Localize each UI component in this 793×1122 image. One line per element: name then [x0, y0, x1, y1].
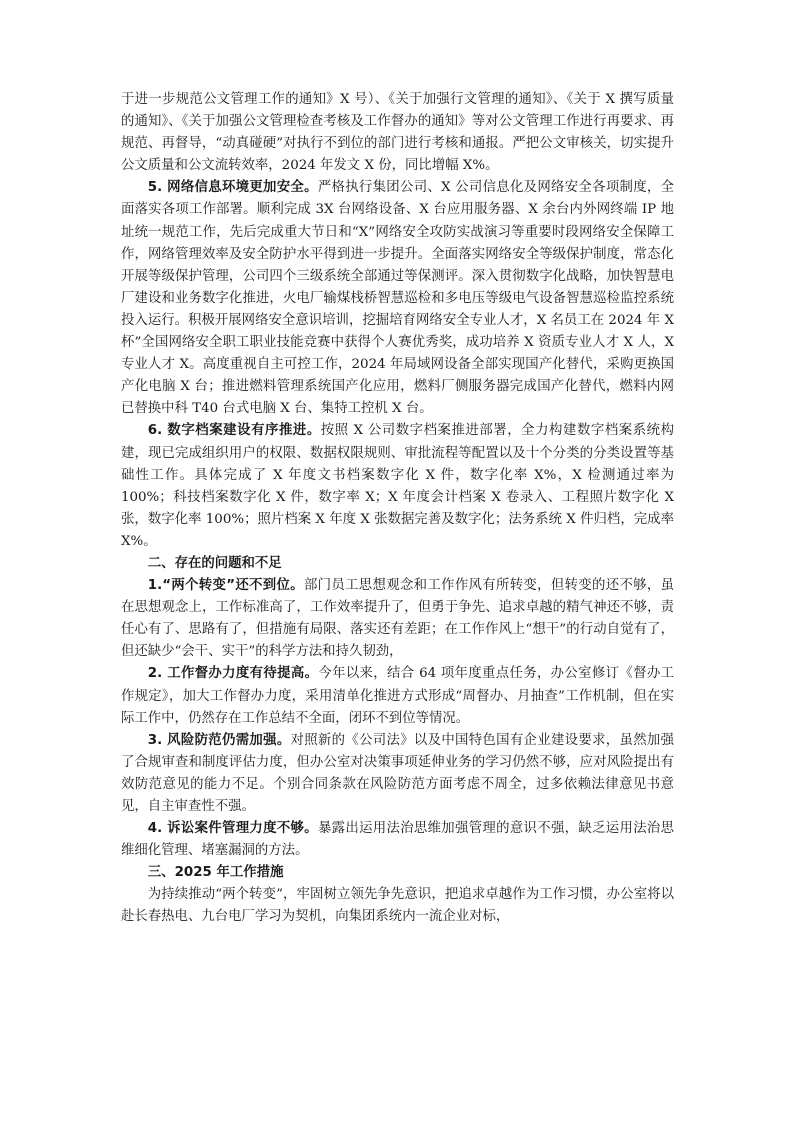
paragraph-two-changes [121, 575, 674, 663]
paragraph-heading: 6. 数字档案建设有序推进。 [147, 423, 321, 439]
paragraph-heading: 1.“两个转变”还不到位。 [147, 578, 304, 594]
paragraph-text: 为持续推动“两个转变”，牢固树立领先争先意识，把追求卓越作为工作习惯，办公室将以赴长春热电、九台电厂学习为契机，向集团系统内一流企业对标， [121, 887, 674, 925]
paragraph-heading: 3. 风险防范仍需加强。 [147, 732, 291, 748]
paragraph-text: 于进一步规范公文管理工作的通知》X 号）、《关于加强行文管理的通知》、《关于 X 撰写质量的通知》、《关于加强公文管理检查考核及工作督办的通知》等对公文管理工作进行再要求、再规范、再督导，“动真碰硬”对执行不到位的部门进行考核和通报。严把公文审核关，切实提升公文质量和公文流转效率，2024 年发文 X 份，同比增幅 X%。 [121, 92, 674, 174]
section-heading-problems: 二、存在的问题和不足 [147, 555, 282, 571]
paragraph-network-security [121, 177, 674, 420]
paragraph-continuation [121, 89, 674, 177]
paragraph-text: 严格执行集团公司、X 公司信息化及网络安全各项制度，全面落实各项工作部署。顺利完成 3X 台网络设备、X 台应用服务器、X 余台内外网终端 IP 地址统一规范工作，先后完成重大节日和“X”网络安全攻防实战演习等重要时段网络安全保障工作，网络管理效率及安全防护水平得到进一步提升。全面落实网络安全等级保护制度，常态化开展等级保护管理，公司四个三级系统全部通过等保测评。深入贯彻数字化战略，加快智慧电厂建设和业务数字化推进，火电厂输煤栈桥智慧巡检和多电压等级电气设备智慧巡检监控系统投入运行。积极开展网络安全意识培训，挖掘培育网络安全专业人才，X 名员工在 2024 年 X 杯”全国网络安全职工职业技能竞赛中获得个人赛优秀奖，成功培养 X 资质专业人才 X 人，X 专业人才 X。高度重视自主可控工作，2024 年局域网设备全部实现国产化替代，采购更换国产化电脑 X 台；推进燃料管理系统国产化应用，燃料厂侧服务器完成国产化替代，燃料内网已替换中科 T40 台式电脑 X 台、集特工控机 X 台。 [121, 180, 674, 417]
paragraph-digital-archive [121, 420, 674, 553]
paragraph-litigation [121, 818, 674, 862]
paragraph-heading: 5. 网络信息环境更加安全。 [147, 180, 318, 196]
paragraph-supervision [121, 663, 674, 729]
paragraph-text: 对照新的《公司法》以及中国特色国有企业建设要求，虽然加强了合规审查和制度评估力度，但办公室对决策事项延伸业务的学习仍然不够，应对风险提出有效防范意见的能力不足。个别合同条款在风险防范方面考虑不周全，过多依赖法律意见书意见，自主审查性不强。 [121, 732, 674, 814]
paragraph-text: 暴露出运用法治思维加强管理的意识不强，缺乏运用法治思维细化管理、堵塞漏洞的方法。 [121, 821, 674, 859]
paragraph-text: 按照 X 公司数字档案推进部署，全力构建数字档案系统构建，现已完成组织用户的权限、数据权限规则、审批流程等配置以及十个分类的分类设置等基础性工作。具体完成了 X 年度文书档案数字化 X 件，数字化率 X%，X 检测通过率为 100%；科技档案数字化 X 件，数字率 X；X 年度会计档案 X 卷录入、工程照片数字化 X 张，数字化率 100%；照片档案 X 年度 X 张数据完善及数字化；法务系统 X 件归档，完成率 X%。 [121, 423, 674, 549]
paragraph-measures-intro [121, 884, 674, 928]
paragraph-text: 今年以来，结合 64 项年度重点任务，办公室修订《督办工作规定》，加大工作督办力度，采用清单化推进方式形成“周督办、月抽查”工作机制，但在实际工作中，仍然存在工作总结不全面，闭环不到位等情况。 [121, 666, 674, 726]
paragraph-heading: 4. 诉讼案件管理力度不够。 [147, 821, 318, 837]
section-heading-measures: 三、2025 年工作措施 [147, 865, 284, 881]
paragraph-risk [121, 730, 674, 818]
document-body [121, 89, 674, 929]
paragraph-text: 部门员工思想观念和工作作风有所转变，但转变的还不够，虽在思想观念上，工作标准高了，工作效率提升了，但勇于争先、追求卓越的精气神还不够，责任心有了、思路有了，但措施有局限、落实还有差距；在工作作风上“想干”的行动自觉有了，但还缺少“会干、实干”的科学方法和持久韧劲， [121, 578, 675, 660]
paragraph-heading: 2. 工作督办力度有待提高。 [147, 666, 319, 682]
